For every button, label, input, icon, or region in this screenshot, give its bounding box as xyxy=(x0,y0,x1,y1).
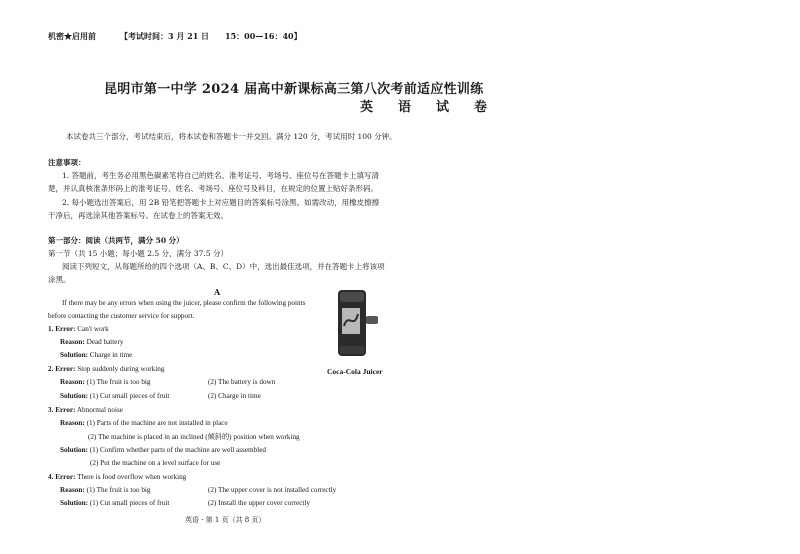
item-2-solution-2: (2) Charge in time xyxy=(208,392,261,400)
juicer-caption: Coca-Cola Juicer xyxy=(327,367,383,376)
exam-intro: 本试卷共三个部分，考试结束后，将本试卷和答题卡一并交回。满分 120 分，考试用时 100 分钟。 xyxy=(66,132,397,141)
notes-heading: 注意事项： xyxy=(48,158,86,167)
exam-title: 昆明市第一中学 2024 届高中新课标高三第八次考前适应性训练 xyxy=(104,82,484,97)
item-4-reason: Reason: (1) The fruit is too big xyxy=(60,486,151,494)
passage-letter: A xyxy=(214,287,221,297)
item-3-reason-2: (2) The machine is placed in an inclined (倾斜的) position when working xyxy=(88,433,300,441)
passage-intro-line-1: If there may be any errors when using the juicer, please confirm the following points xyxy=(62,299,306,307)
item-2-solution: Solution: (1) Cut small pieces of fruit xyxy=(60,392,170,400)
item-4-reason-2: (2) The upper cover is not installed correctly xyxy=(208,486,337,494)
juicer-handle xyxy=(366,316,378,324)
item-3-solution: Solution: (1) Confirm whether parts of the machine are well assembled xyxy=(60,446,266,454)
item-2-error: 2. Error: Stop suddenly during working xyxy=(48,365,165,373)
item-4-solution-2: (2) Install the upper cover correctly xyxy=(208,499,310,507)
item-1-reason: Reason: Dead battery xyxy=(60,338,124,346)
instructions-line-1: 阅读下列短文，从每题所给的四个选项（A、B、C、D）中，选出最佳选项，并在答题卡上将该项 xyxy=(62,262,385,271)
item-4-error: 4. Error: There is food overflow when working xyxy=(48,473,187,481)
note-1-line-2: 楚，并认真核准条形码上的准考证号、姓名、考场号、座位号及科目，在规定的位置上贴好条形码。 xyxy=(48,184,378,193)
exam-time: 【考试时间：3 月 21 日 15：00—16：40】 xyxy=(120,31,302,41)
item-3-reason: Reason: (1) Parts of the machine are not installed in place xyxy=(60,419,228,427)
item-1-solution: Solution: Charge in time xyxy=(60,351,133,359)
item-3-solution-2: (2) Put the machine on a level surface for use xyxy=(90,459,221,467)
note-2-line-1: 2. 每小题选出答案后，用 2B 铅笔把答题卡上对应题目的答案标号涂黑。如需改动，用橡皮擦擦 xyxy=(62,198,380,207)
item-2-reason-2: (2) The battery is down xyxy=(208,378,276,386)
note-1-line-1: 1. 答题前，考生务必用黑色碳素笔将自己的姓名、准考证号、考场号、座位号在答题卡上填写清 xyxy=(62,171,380,180)
item-4-solution: Solution: (1) Cut small pieces of fruit xyxy=(60,499,170,507)
juicer-image xyxy=(334,286,382,358)
item-1-error: 1. Error: Can't work xyxy=(48,325,109,333)
instructions-line-2: 涂黑。 xyxy=(48,275,71,284)
secret-label: 机密★启用前 xyxy=(48,31,96,41)
item-3-error: 3. Error: Abnormal noise xyxy=(48,406,123,414)
juicer-lid xyxy=(340,292,364,302)
note-2-line-2: 干净后，再选涂其他答案标号。在试卷上的答案无效。 xyxy=(48,211,228,220)
exam-subtitle: 英 语 试 卷 xyxy=(360,100,494,115)
section1-heading: 第一节（共 15 小题；每小题 2.5 分，满分 37.5 分） xyxy=(48,249,228,258)
item-2-reason: Reason: (1) The fruit is too big xyxy=(60,378,151,386)
page-footer: 英语 · 第 1 页（共 8 页） xyxy=(185,516,266,524)
passage-intro-line-2: before contacting the customer service for support. xyxy=(48,312,195,320)
juicer-base xyxy=(340,346,364,354)
part1-heading: 第一部分：阅读（共两节，满分 50 分） xyxy=(48,236,184,245)
